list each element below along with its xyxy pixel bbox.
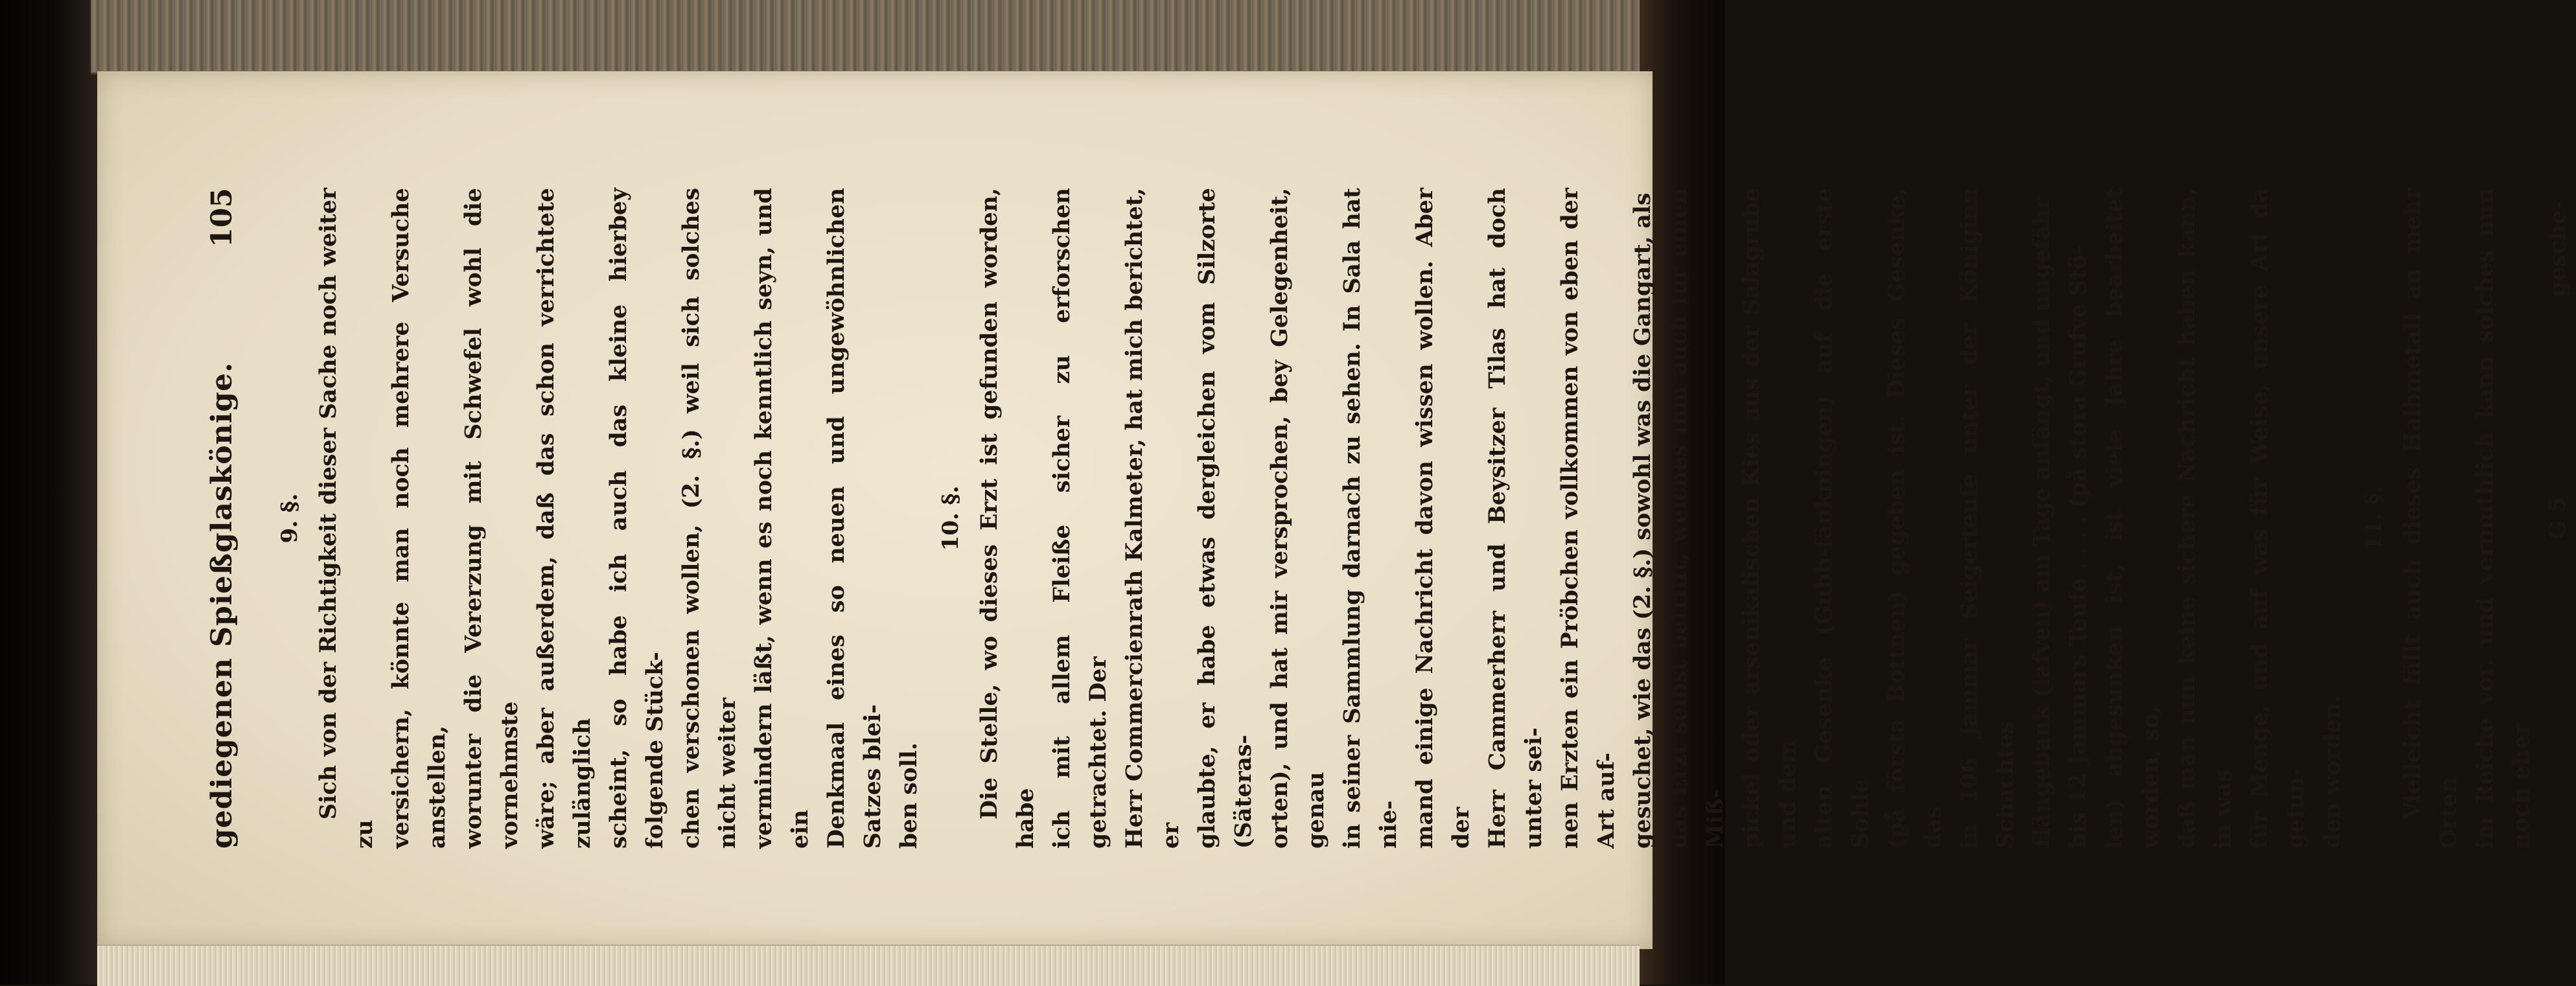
section-9 <box>310 188 927 849</box>
text-line: mand einige Nachricht davon wissen wollen. Aber der <box>1412 188 1474 849</box>
section-mark-10: 10. §. <box>938 485 964 551</box>
text-line: Hängebank (lafven) am Tage anfängt, und ungefähr <box>2029 196 2055 849</box>
page-foot <box>2540 188 2576 849</box>
text-line: orten), und hat mir versprochen, bey Gelegenheit, genau <box>1267 188 1329 849</box>
text-line: Die Stelle, wo dieses Erzt ist gefunden worden, habe <box>977 188 1039 849</box>
text-line: nen Erzten ein Pröbchen vollkommen von eben der Art auf- <box>1557 188 1619 849</box>
section-11 <box>2395 188 2540 849</box>
text-line: wäre; aber außerdem, daß das schon verrichtete zulänglich <box>533 188 596 849</box>
running-head <box>204 188 240 849</box>
text-line: alten Gesenke (Gubb-fänkningen) auf die erste Sohle <box>1811 188 1874 849</box>
rotated-page-content <box>97 71 2571 949</box>
text-line: Herr Commercienrath Kalmeter, hat mich berichtet, er <box>1122 188 1184 849</box>
text-line: bis 12 Jammars Teufe . . . . (på stora Grufve Stö- <box>2065 245 2091 849</box>
text-line: Denkmaal eines so neuen und ungewöhnlichen Satzes blei- <box>824 188 886 849</box>
text-line: chen verschonen wollen, (2. §.) weil sich solches nicht weiter <box>679 188 741 849</box>
text-line: glaubte, er habe etwas dergleichen vom Silzorte (Säteras- <box>1194 188 1257 849</box>
page-number: 105 <box>205 188 238 247</box>
page-edges-top <box>91 0 1653 75</box>
text-line: scheint, so habe ich auch das kleine hierbey folgende Stück- <box>606 188 668 849</box>
running-title: gediegenen Spießglaskönige. <box>205 361 238 849</box>
text-line: Vielleicht fällt auch dieses Halbmetall an mehr Orten <box>2400 188 2462 849</box>
book-page <box>97 71 2571 949</box>
text-line: (på första Bottnen) gegeben ist. Dieses Gesenke, das <box>1884 188 1946 849</box>
signature-mark: G 5 <box>2545 497 2571 540</box>
section-mark-9: 9. §. <box>277 493 303 544</box>
text-line: ben soll. <box>896 742 922 849</box>
text-line: das Erzt selbst betrifft, welches ihm auch für einen Miß- <box>1666 188 1728 849</box>
text-line: vermindern läßt, wenn es noch kenntlich seyn, und ein <box>751 188 813 849</box>
text-line: ich mit allem Fleiße sicher zu erforschen getrachtet. Der <box>1049 188 1111 849</box>
text-line: versichern, könnte man noch mehrere Versuche anstellen, <box>388 188 450 849</box>
page-text-block <box>204 188 2576 849</box>
text-line: len) abgesunken ist, ist viele Jahre bearbeitet worden, so, <box>2102 188 2164 849</box>
text-line: pickel oder arsenikalischen Kies aus der Salagrube und dem <box>1739 188 1801 849</box>
catchword: gesche- <box>2545 201 2571 297</box>
page-edges-bottom <box>97 945 1640 986</box>
text-line: Herr Cammerherr und Beysitzer Tilas hat doch unter sei- <box>1485 188 1547 849</box>
book-gutter-shadow <box>0 0 97 985</box>
section-mark-11: 11. §. <box>2361 485 2387 551</box>
text-line: im Reiche vor, und vermuthlich kann solches nun noch eher <box>2472 188 2535 849</box>
text-line: in 106 Jammar Seigerteufe unter der Königinn Schachtes <box>1956 188 2019 849</box>
text-line: für Menge, und auf was für Weise, unsere Art da gefun- <box>2247 188 2309 849</box>
text-line: gesuchet, wie das (2. §.) sowohl was die Gangart, als <box>1630 192 1656 849</box>
text-line: worunter die Vererzung mit Schwefel wohl die vornehmste <box>461 188 523 849</box>
text-line: daß man nun keine sichere Nachricht haben kann, in was <box>2174 188 2236 849</box>
text-line: in seiner Sammlung darnach zu sehen. In Sala hat nie- <box>1340 188 1402 849</box>
section-10 <box>971 188 2350 849</box>
text-line: den worden. <box>2319 694 2345 849</box>
text-line: Sich von der Richtigkeit dieser Sache noch weiter zu <box>316 188 378 849</box>
